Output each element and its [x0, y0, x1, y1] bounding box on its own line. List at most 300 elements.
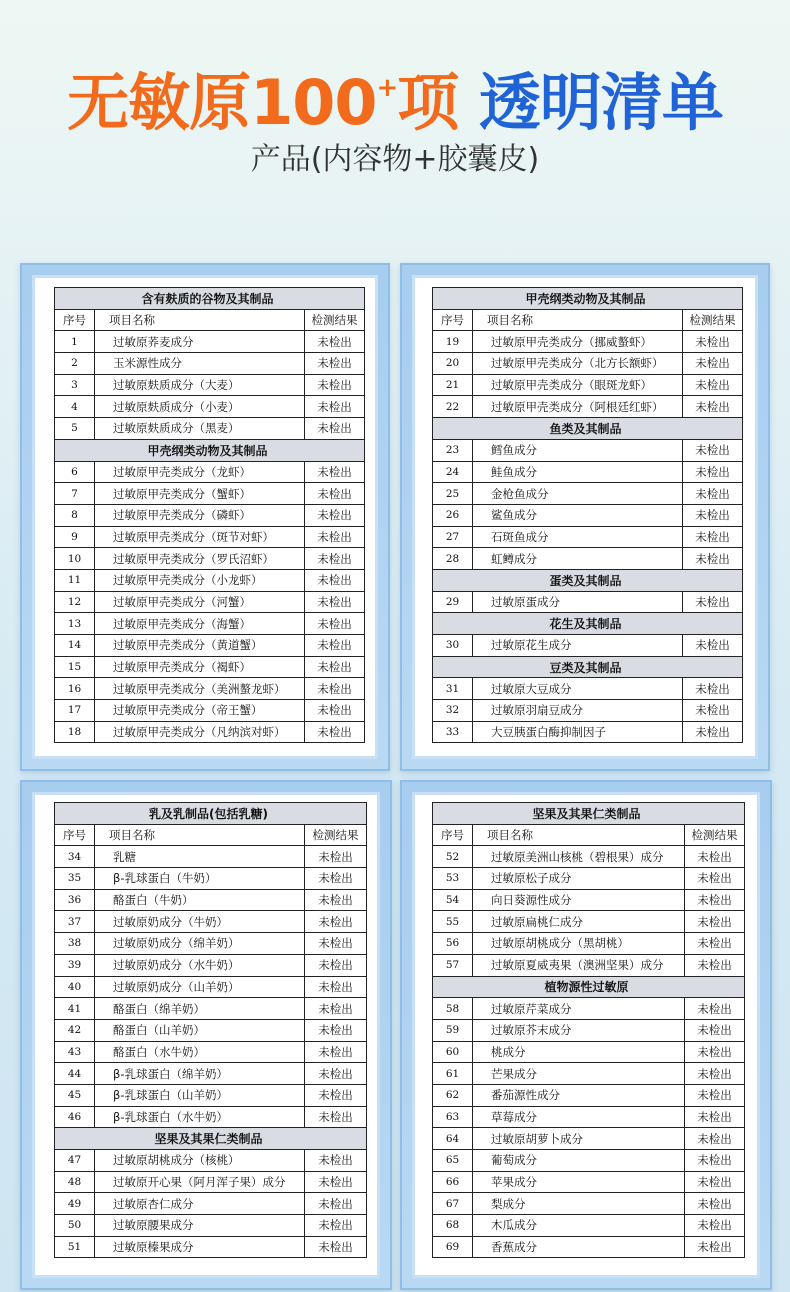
- column-header-result: 检测结果: [305, 309, 365, 331]
- test-result: 未检出: [683, 461, 743, 483]
- test-result: 未检出: [305, 1171, 367, 1193]
- item-name: 酪蛋白（山羊奶）: [95, 1019, 305, 1041]
- section-header-row: [433, 288, 743, 310]
- test-result: 未检出: [305, 998, 367, 1020]
- table-row: [433, 933, 745, 955]
- item-name: 过敏原松子成分: [473, 868, 685, 890]
- test-result: 未检出: [683, 504, 743, 526]
- test-result: 未检出: [305, 396, 365, 418]
- item-name: 过敏原麸质成分（黑麦）: [95, 418, 305, 440]
- allergen-table-2: [432, 287, 743, 743]
- item-name: 过敏原奶成分（山羊奶）: [95, 976, 305, 998]
- row-number: 20: [433, 353, 473, 375]
- item-name: 过敏原奶成分（水牛奶）: [95, 954, 305, 976]
- row-number: 41: [55, 998, 95, 1020]
- test-result: 未检出: [305, 846, 367, 868]
- test-result: 未检出: [305, 1041, 367, 1063]
- item-name: 过敏原腰果成分: [95, 1215, 305, 1237]
- test-result: 未检出: [685, 1193, 745, 1215]
- section-title: 坚果及其果仁类制品: [55, 1128, 367, 1150]
- table-row: [433, 374, 743, 396]
- test-result: 未检出: [305, 418, 365, 440]
- item-name: 过敏原甲壳类成分（北方长额虾）: [473, 353, 683, 375]
- section-header-row: [433, 803, 745, 825]
- item-name: 酪蛋白（水牛奶）: [95, 1041, 305, 1063]
- item-name: 过敏原大豆成分: [473, 678, 683, 700]
- table-row: [55, 656, 365, 678]
- item-name: 鲑鱼成分: [473, 461, 683, 483]
- panel-grains-crustaceans: [20, 263, 390, 771]
- table-row: [433, 998, 745, 1020]
- item-name: 鳕鱼成分: [473, 439, 683, 461]
- row-number: 47: [55, 1150, 95, 1172]
- table-row: [433, 1019, 745, 1041]
- section-title: 含有麸质的谷物及其制品: [55, 288, 365, 310]
- item-name: 玉米源性成分: [95, 353, 305, 375]
- table-row: [55, 591, 365, 613]
- row-number: 36: [55, 889, 95, 911]
- section-title: 乳及乳制品(包括乳糖): [55, 803, 367, 825]
- test-result: 未检出: [305, 1019, 367, 1041]
- item-name: 过敏原甲壳类成分（斑节对虾）: [95, 526, 305, 548]
- item-name: 过敏原美洲山核桃（碧根果）成分: [473, 846, 685, 868]
- row-number: 27: [433, 526, 473, 548]
- table-row: [433, 439, 743, 461]
- title-orange-suffix: 项: [397, 66, 459, 139]
- row-number: 64: [433, 1128, 473, 1150]
- item-name: 过敏原奶成分（绵羊奶）: [95, 933, 305, 955]
- row-number: 42: [55, 1019, 95, 1041]
- row-number: 3: [55, 374, 95, 396]
- row-number: 5: [55, 418, 95, 440]
- table-row: [433, 846, 745, 868]
- table-row: [433, 954, 745, 976]
- test-result: 未检出: [305, 548, 365, 570]
- title-blue: 透明清单: [478, 66, 723, 139]
- table-row: [55, 1106, 367, 1128]
- item-name: 酪蛋白（牛奶）: [95, 889, 305, 911]
- test-result: 未检出: [305, 1063, 367, 1085]
- test-result: 未检出: [685, 889, 745, 911]
- row-number: 25: [433, 483, 473, 505]
- panel-nuts-plants: [400, 780, 772, 1290]
- row-number: 54: [433, 889, 473, 911]
- row-number: 55: [433, 911, 473, 933]
- item-name: 过敏原奶成分（牛奶）: [95, 911, 305, 933]
- table-row: [433, 1215, 745, 1237]
- row-number: 10: [55, 548, 95, 570]
- item-name: 过敏原甲壳类成分（蟹虾）: [95, 483, 305, 505]
- row-number: 68: [433, 1215, 473, 1237]
- row-number: 11: [55, 569, 95, 591]
- test-result: 未检出: [685, 933, 745, 955]
- section-title: 豆类及其制品: [433, 656, 743, 678]
- table-row: [55, 353, 365, 375]
- row-number: 13: [55, 613, 95, 635]
- table-row: [433, 1041, 745, 1063]
- table-row: [55, 1215, 367, 1237]
- section-title: 坚果及其果仁类制品: [433, 803, 745, 825]
- table-row: [433, 1171, 745, 1193]
- item-name: 桃成分: [473, 1041, 685, 1063]
- test-result: 未检出: [683, 678, 743, 700]
- item-name: 梨成分: [473, 1193, 685, 1215]
- item-name: 过敏原甲壳类成分（阿根廷红虾）: [473, 396, 683, 418]
- item-name: 过敏原甲壳类成分（凡纳滨对虾）: [95, 721, 305, 743]
- row-number: 63: [433, 1106, 473, 1128]
- table-row: [433, 889, 745, 911]
- row-number: 46: [55, 1106, 95, 1128]
- test-result: 未检出: [305, 868, 367, 890]
- item-name: 番茄源性成分: [473, 1084, 685, 1106]
- row-number: 50: [55, 1215, 95, 1237]
- table-row: [55, 868, 367, 890]
- section-title: 植物源性过敏原: [433, 976, 745, 998]
- column-header-no: 序号: [433, 309, 473, 331]
- test-result: 未检出: [305, 569, 365, 591]
- item-name: 芒果成分: [473, 1063, 685, 1085]
- column-header-row: [433, 824, 745, 846]
- table-row: [433, 504, 743, 526]
- table-row: [55, 396, 365, 418]
- test-result: 未检出: [685, 954, 745, 976]
- test-result: 未检出: [683, 439, 743, 461]
- row-number: 66: [433, 1171, 473, 1193]
- table-row: [433, 635, 743, 657]
- table-row: [55, 461, 365, 483]
- test-result: 未检出: [683, 526, 743, 548]
- allergen-table-3: [54, 802, 367, 1258]
- test-result: 未检出: [685, 1063, 745, 1085]
- row-number: 69: [433, 1236, 473, 1258]
- row-number: 32: [433, 700, 473, 722]
- column-header-result: 检测结果: [685, 824, 745, 846]
- row-number: 57: [433, 954, 473, 976]
- table-row: [55, 613, 365, 635]
- item-name: 过敏原胡萝卜成分: [473, 1128, 685, 1150]
- item-name: 过敏原甲壳类成分（龙虾）: [95, 461, 305, 483]
- table-row: [55, 1236, 367, 1258]
- table-row: [55, 504, 365, 526]
- item-name: 过敏原羽扇豆成分: [473, 700, 683, 722]
- test-result: 未检出: [683, 483, 743, 505]
- item-name: β-乳球蛋白（山羊奶）: [95, 1084, 305, 1106]
- row-number: 9: [55, 526, 95, 548]
- allergen-table-4: [432, 802, 745, 1258]
- row-number: 23: [433, 439, 473, 461]
- test-result: 未检出: [685, 1041, 745, 1063]
- table-row: [55, 1084, 367, 1106]
- row-number: 60: [433, 1041, 473, 1063]
- table-row: [433, 1084, 745, 1106]
- column-header-result: 检测结果: [305, 824, 367, 846]
- row-number: 1: [55, 331, 95, 353]
- section-header-row: [433, 613, 743, 635]
- section-header-row: [55, 803, 367, 825]
- table-row: [55, 635, 365, 657]
- item-name: 过敏原扁桃仁成分: [473, 911, 685, 933]
- item-name: 过敏原甲壳类成分（磷虾）: [95, 504, 305, 526]
- test-result: 未检出: [685, 1236, 745, 1258]
- table-row: [55, 700, 365, 722]
- table-row: [433, 1106, 745, 1128]
- test-result: 未检出: [683, 591, 743, 613]
- row-number: 34: [55, 846, 95, 868]
- item-name: 过敏原甲壳类成分（海蟹）: [95, 613, 305, 635]
- table-row: [55, 998, 367, 1020]
- row-number: 29: [433, 591, 473, 613]
- table-row: [433, 700, 743, 722]
- test-result: 未检出: [305, 1150, 367, 1172]
- item-name: 过敏原甲壳类成分（美洲螯龙虾）: [95, 678, 305, 700]
- row-number: 33: [433, 721, 473, 743]
- column-header-no: 序号: [55, 824, 95, 846]
- table-row: [433, 911, 745, 933]
- item-name: 金枪鱼成分: [473, 483, 683, 505]
- table-row: [433, 1150, 745, 1172]
- column-header-row: [55, 309, 365, 331]
- panel-crustaceans-fish-egg-peanut-soy: [400, 263, 770, 771]
- test-result: 未检出: [685, 1128, 745, 1150]
- row-number: 59: [433, 1019, 473, 1041]
- column-header-no: 序号: [55, 309, 95, 331]
- table-row: [55, 678, 365, 700]
- section-title: 甲壳纲类动物及其制品: [55, 439, 365, 461]
- item-name: 过敏原甲壳类成分（罗氏沼虾）: [95, 548, 305, 570]
- row-number: 62: [433, 1084, 473, 1106]
- test-result: 未检出: [305, 353, 365, 375]
- table-row: [433, 526, 743, 548]
- row-number: 16: [55, 678, 95, 700]
- table-row: [433, 331, 743, 353]
- column-header-no: 序号: [433, 824, 473, 846]
- section-header-row: [433, 976, 745, 998]
- test-result: 未检出: [685, 1150, 745, 1172]
- row-number: 24: [433, 461, 473, 483]
- test-result: 未检出: [683, 374, 743, 396]
- section-header-row: [55, 1128, 367, 1150]
- test-result: 未检出: [305, 721, 365, 743]
- table-row: [433, 396, 743, 418]
- item-name: 过敏原甲壳类成分（帝王蟹）: [95, 700, 305, 722]
- item-name: 过敏原甲壳类成分（黄道蟹）: [95, 635, 305, 657]
- item-name: 过敏原甲壳类成分（褐虾）: [95, 656, 305, 678]
- title-orange: 无敏原100: [67, 66, 377, 139]
- row-number: 8: [55, 504, 95, 526]
- section-title: 甲壳纲类动物及其制品: [433, 288, 743, 310]
- test-result: 未检出: [683, 331, 743, 353]
- row-number: 38: [55, 933, 95, 955]
- row-number: 17: [55, 700, 95, 722]
- test-result: 未检出: [685, 1106, 745, 1128]
- test-result: 未检出: [305, 591, 365, 613]
- test-result: 未检出: [305, 374, 365, 396]
- item-name: 酪蛋白（绵羊奶）: [95, 998, 305, 1020]
- row-number: 44: [55, 1063, 95, 1085]
- test-result: 未检出: [305, 678, 365, 700]
- section-title: 鱼类及其制品: [433, 418, 743, 440]
- item-name: 过敏原麸质成分（小麦）: [95, 396, 305, 418]
- test-result: 未检出: [683, 353, 743, 375]
- page-title: [0, 52, 790, 139]
- row-number: 12: [55, 591, 95, 613]
- item-name: 过敏原荞麦成分: [95, 331, 305, 353]
- row-number: 48: [55, 1171, 95, 1193]
- table-row: [433, 483, 743, 505]
- item-name: 草莓成分: [473, 1106, 685, 1128]
- test-result: 未检出: [683, 635, 743, 657]
- item-name: β-乳球蛋白（绵羊奶）: [95, 1063, 305, 1085]
- test-result: 未检出: [305, 461, 365, 483]
- test-result: 未检出: [305, 483, 365, 505]
- item-name: 过敏原麸质成分（大麦）: [95, 374, 305, 396]
- test-result: 未检出: [305, 1084, 367, 1106]
- row-number: 31: [433, 678, 473, 700]
- table-row: [55, 418, 365, 440]
- item-name: 过敏原甲壳类成分（挪威螯虾）: [473, 331, 683, 353]
- item-name: 香蕉成分: [473, 1236, 685, 1258]
- table-row: [433, 868, 745, 890]
- table-row: [433, 1063, 745, 1085]
- item-name: 石斑鱼成分: [473, 526, 683, 548]
- column-header-name: 项目名称: [473, 309, 683, 331]
- row-number: 43: [55, 1041, 95, 1063]
- test-result: 未检出: [305, 976, 367, 998]
- table-row: [55, 1171, 367, 1193]
- section-header-row: [433, 569, 743, 591]
- table-row: [55, 331, 365, 353]
- title-plus: +: [376, 73, 398, 103]
- test-result: 未检出: [305, 526, 365, 548]
- test-result: 未检出: [685, 1215, 745, 1237]
- table-row: [55, 483, 365, 505]
- row-number: 40: [55, 976, 95, 998]
- row-number: 26: [433, 504, 473, 526]
- item-name: β-乳球蛋白（水牛奶）: [95, 1106, 305, 1128]
- row-number: 19: [433, 331, 473, 353]
- section-header-row: [433, 418, 743, 440]
- test-result: 未检出: [683, 721, 743, 743]
- row-number: 37: [55, 911, 95, 933]
- table-row: [433, 548, 743, 570]
- item-name: 木瓜成分: [473, 1215, 685, 1237]
- row-number: 4: [55, 396, 95, 418]
- item-name: 大豆胰蛋白酶抑制因子: [473, 721, 683, 743]
- test-result: 未检出: [305, 700, 365, 722]
- test-result: 未检出: [305, 933, 367, 955]
- column-header-result: 检测结果: [683, 309, 743, 331]
- item-name: 过敏原胡桃成分（黑胡桃）: [473, 933, 685, 955]
- test-result: 未检出: [305, 954, 367, 976]
- row-number: 52: [433, 846, 473, 868]
- item-name: 虹鳟成分: [473, 548, 683, 570]
- test-result: 未检出: [685, 846, 745, 868]
- table-row: [433, 678, 743, 700]
- table-row: [55, 889, 367, 911]
- test-result: 未检出: [305, 504, 365, 526]
- column-header-name: 项目名称: [95, 309, 305, 331]
- table-row: [433, 461, 743, 483]
- table-row: [55, 1041, 367, 1063]
- test-result: 未检出: [305, 911, 367, 933]
- item-name: 过敏原甲壳类成分（眼斑龙虾）: [473, 374, 683, 396]
- item-name: 葡萄成分: [473, 1150, 685, 1172]
- item-name: 向日葵源性成分: [473, 889, 685, 911]
- table-row: [55, 374, 365, 396]
- item-name: 乳糖: [95, 846, 305, 868]
- item-name: 过敏原花生成分: [473, 635, 683, 657]
- page-header: [0, 0, 790, 250]
- column-header-name: 项目名称: [473, 824, 685, 846]
- table-row: [433, 1236, 745, 1258]
- table-row: [55, 526, 365, 548]
- test-result: 未检出: [305, 656, 365, 678]
- row-number: 65: [433, 1150, 473, 1172]
- row-number: 7: [55, 483, 95, 505]
- table-row: [55, 1063, 367, 1085]
- item-name: 过敏原胡桃成分（核桃）: [95, 1150, 305, 1172]
- row-number: 21: [433, 374, 473, 396]
- column-header-name: 项目名称: [95, 824, 305, 846]
- row-number: 35: [55, 868, 95, 890]
- column-header-row: [55, 824, 367, 846]
- test-result: 未检出: [685, 1084, 745, 1106]
- test-result: 未检出: [683, 700, 743, 722]
- test-result: 未检出: [305, 1215, 367, 1237]
- item-name: 鲨鱼成分: [473, 504, 683, 526]
- test-result: 未检出: [305, 1106, 367, 1128]
- table-row: [55, 721, 365, 743]
- page-subtitle: 产品(内容物+胶囊皮): [250, 142, 540, 177]
- row-number: 53: [433, 868, 473, 890]
- row-number: 45: [55, 1084, 95, 1106]
- table-row: [433, 591, 743, 613]
- item-name: 过敏原芥末成分: [473, 1019, 685, 1041]
- item-name: 过敏原芹菜成分: [473, 998, 685, 1020]
- test-result: 未检出: [685, 998, 745, 1020]
- row-number: 56: [433, 933, 473, 955]
- item-name: 过敏原甲壳类成分（小龙虾）: [95, 569, 305, 591]
- column-header-row: [433, 309, 743, 331]
- panel-dairy-nuts: [20, 780, 392, 1290]
- row-number: 28: [433, 548, 473, 570]
- item-name: 过敏原开心果（阿月浑子果）成分: [95, 1171, 305, 1193]
- table-row: [55, 1019, 367, 1041]
- row-number: 14: [55, 635, 95, 657]
- table-row: [55, 976, 367, 998]
- test-result: 未检出: [685, 911, 745, 933]
- allergen-table-1: [54, 287, 365, 743]
- test-result: 未检出: [685, 1019, 745, 1041]
- section-title: 蛋类及其制品: [433, 569, 743, 591]
- item-name: 过敏原甲壳类成分（河蟹）: [95, 591, 305, 613]
- row-number: 22: [433, 396, 473, 418]
- row-number: 67: [433, 1193, 473, 1215]
- row-number: 6: [55, 461, 95, 483]
- table-row: [55, 933, 367, 955]
- table-row: [433, 353, 743, 375]
- test-result: 未检出: [305, 613, 365, 635]
- section-header-row: [55, 288, 365, 310]
- table-row: [55, 911, 367, 933]
- table-row: [433, 1128, 745, 1150]
- row-number: 49: [55, 1193, 95, 1215]
- section-header-row: [433, 656, 743, 678]
- item-name: 苹果成分: [473, 1171, 685, 1193]
- table-row: [55, 569, 365, 591]
- test-result: 未检出: [683, 396, 743, 418]
- row-number: 58: [433, 998, 473, 1020]
